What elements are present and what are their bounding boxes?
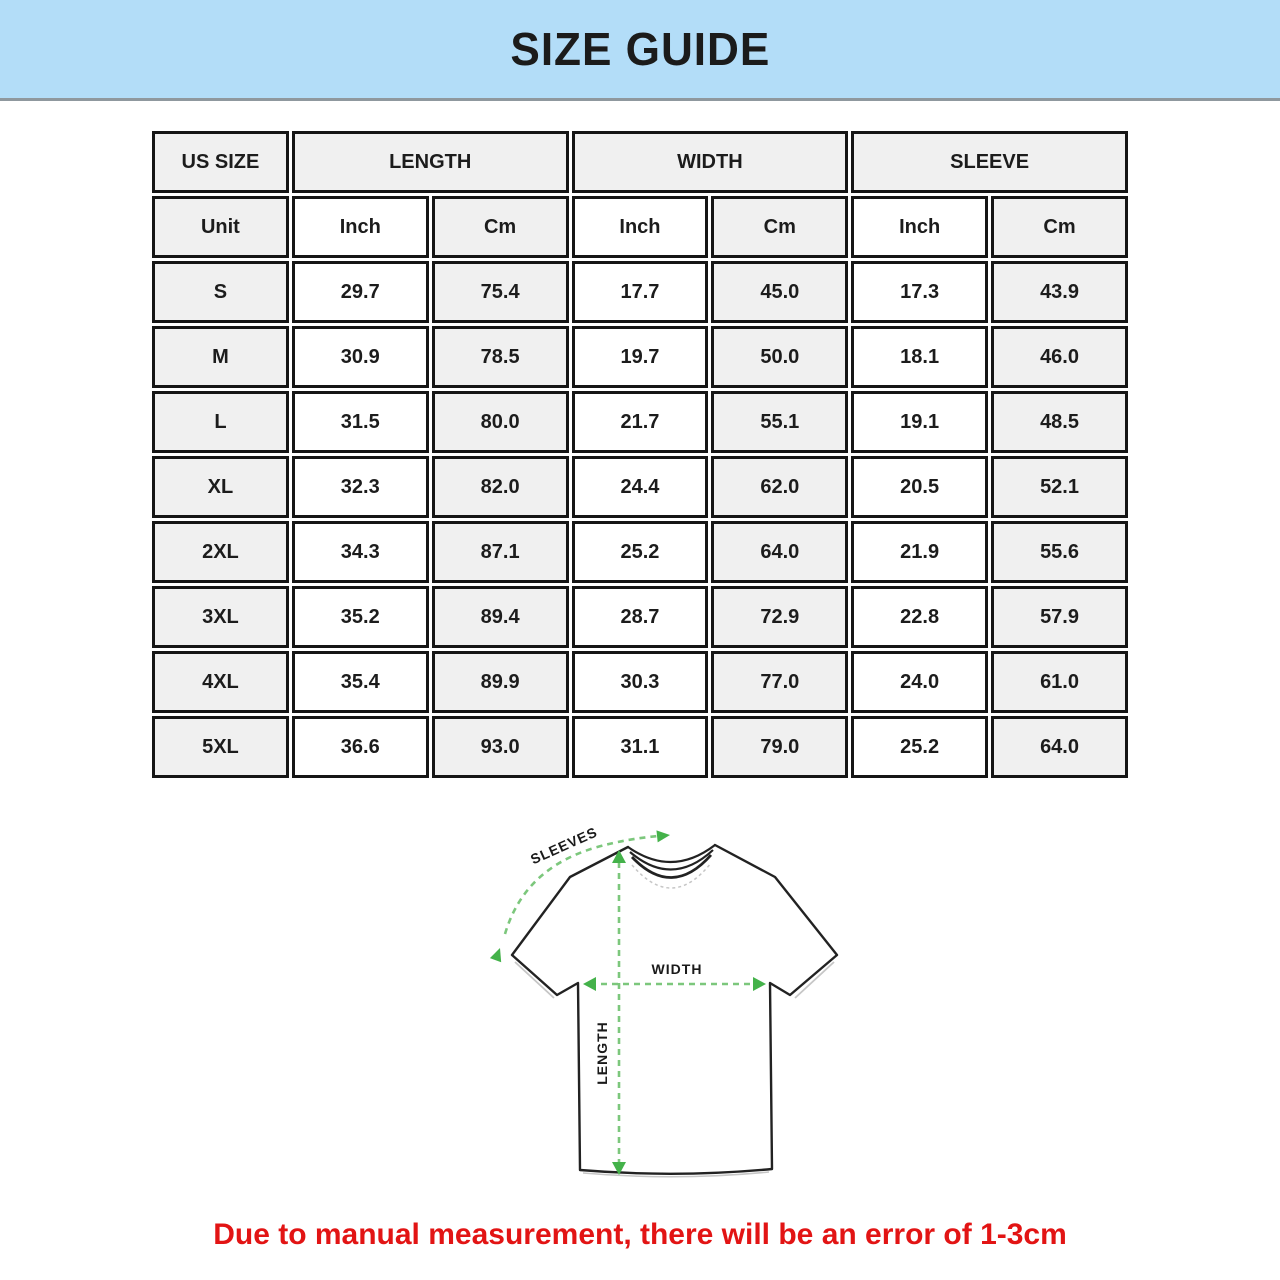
- table-row: [152, 651, 1128, 713]
- value-cell: 34.3: [292, 521, 429, 583]
- size-cell: XL: [152, 456, 289, 518]
- value-cell: 78.5: [432, 326, 569, 388]
- unit-cell-sleeve-inch: Inch: [851, 196, 988, 258]
- col-header-sleeve: SLEEVE: [851, 131, 1128, 193]
- value-cell: 62.0: [711, 456, 848, 518]
- size-cell: S: [152, 261, 289, 323]
- value-cell: 30.3: [572, 651, 709, 713]
- tshirt-outline: [512, 845, 837, 1174]
- value-cell: 64.0: [711, 521, 848, 583]
- value-cell: 89.9: [432, 651, 569, 713]
- unit-cell-width-inch: Inch: [572, 196, 709, 258]
- sleeves-arrow-start: [490, 946, 506, 962]
- measurement-note: Due to manual measurement, there will be an error of 1-3cm: [213, 1218, 1067, 1251]
- size-cell: 3XL: [152, 586, 289, 648]
- value-cell: 57.9: [991, 586, 1128, 648]
- value-cell: 46.0: [991, 326, 1128, 388]
- value-cell: 35.4: [292, 651, 429, 713]
- size-cell: L: [152, 391, 289, 453]
- sleeves-arrow-end: [656, 829, 670, 842]
- banner: [0, 0, 1280, 101]
- table-row: [152, 391, 1128, 453]
- value-cell: 17.3: [851, 261, 988, 323]
- value-cell: 32.3: [292, 456, 429, 518]
- group-header-row: [152, 131, 1128, 193]
- value-cell: 48.5: [991, 391, 1128, 453]
- value-cell: 28.7: [572, 586, 709, 648]
- table-row: [152, 326, 1128, 388]
- value-cell: 30.9: [292, 326, 429, 388]
- value-cell: 50.0: [711, 326, 848, 388]
- value-cell: 45.0: [711, 261, 848, 323]
- value-cell: 61.0: [991, 651, 1128, 713]
- value-cell: 79.0: [711, 716, 848, 778]
- value-cell: 24.0: [851, 651, 988, 713]
- length-label: LENGTH: [594, 1021, 610, 1085]
- value-cell: 31.5: [292, 391, 429, 453]
- tshirt-measurement-diagram: [470, 812, 880, 1187]
- value-cell: 19.7: [572, 326, 709, 388]
- value-cell: 55.6: [991, 521, 1128, 583]
- value-cell: 64.0: [991, 716, 1128, 778]
- unit-label-cell: Unit: [152, 196, 289, 258]
- value-cell: 77.0: [711, 651, 848, 713]
- value-cell: 29.7: [292, 261, 429, 323]
- table-row: [152, 456, 1128, 518]
- value-cell: 75.4: [432, 261, 569, 323]
- unit-cell-length-cm: Cm: [432, 196, 569, 258]
- value-cell: 24.4: [572, 456, 709, 518]
- value-cell: 18.1: [851, 326, 988, 388]
- unit-cell-length-inch: Inch: [292, 196, 429, 258]
- value-cell: 20.5: [851, 456, 988, 518]
- width-label: WIDTH: [651, 961, 703, 977]
- value-cell: 21.9: [851, 521, 988, 583]
- value-cell: 17.7: [572, 261, 709, 323]
- value-cell: 93.0: [432, 716, 569, 778]
- table-row: [152, 586, 1128, 648]
- value-cell: 43.9: [991, 261, 1128, 323]
- col-header-length: LENGTH: [292, 131, 569, 193]
- value-cell: 25.2: [851, 716, 988, 778]
- size-table-head: [152, 131, 1128, 258]
- value-cell: 82.0: [432, 456, 569, 518]
- value-cell: 25.2: [572, 521, 709, 583]
- unit-cell-width-cm: Cm: [711, 196, 848, 258]
- value-cell: 35.2: [292, 586, 429, 648]
- size-table-body: [152, 261, 1128, 778]
- table-row: [152, 521, 1128, 583]
- value-cell: 80.0: [432, 391, 569, 453]
- value-cell: 36.6: [292, 716, 429, 778]
- page-title: SIZE GUIDE: [510, 23, 770, 75]
- table-row: [152, 716, 1128, 778]
- value-cell: 31.1: [572, 716, 709, 778]
- value-cell: 55.1: [711, 391, 848, 453]
- col-header-width: WIDTH: [572, 131, 849, 193]
- size-cell: 2XL: [152, 521, 289, 583]
- value-cell: 22.8: [851, 586, 988, 648]
- value-cell: 21.7: [572, 391, 709, 453]
- value-cell: 52.1: [991, 456, 1128, 518]
- value-cell: 87.1: [432, 521, 569, 583]
- size-cell: M: [152, 326, 289, 388]
- table-row: [152, 261, 1128, 323]
- unit-cell-sleeve-cm: Cm: [991, 196, 1128, 258]
- size-cell: 5XL: [152, 716, 289, 778]
- col-header-us-size: US SIZE: [152, 131, 289, 193]
- value-cell: 19.1: [851, 391, 988, 453]
- size-table: [149, 128, 1131, 781]
- value-cell: 72.9: [711, 586, 848, 648]
- unit-header-row: [152, 196, 1128, 258]
- sleeves-label: SLEEVES: [528, 823, 600, 868]
- value-cell: 89.4: [432, 586, 569, 648]
- size-cell: 4XL: [152, 651, 289, 713]
